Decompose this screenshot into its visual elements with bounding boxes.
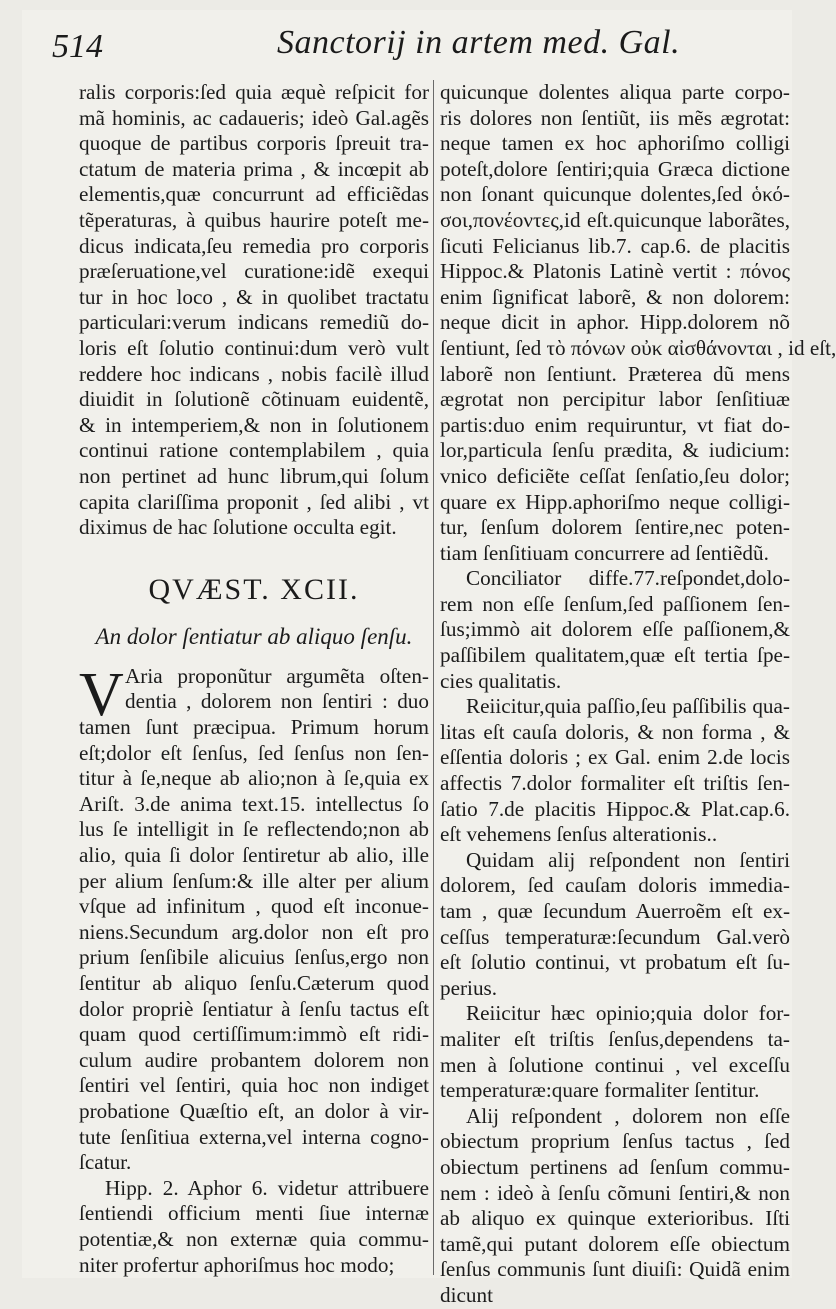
- page-header: [52, 24, 782, 72]
- text-line: partis:duo enim requiruntur, vt fiat do-: [440, 412, 790, 437]
- text-line: elementis,quæ concurrunt ad efficiẽdas: [79, 182, 429, 207]
- text-line: tur in hoc loco , & in quolibet tractatu: [79, 284, 429, 309]
- text-line: Reiicitur,quia paſſio,ſeu paſſibilis qua-: [466, 694, 790, 719]
- text-line: Conciliator diffe.77.reſpondet,dolo-: [466, 566, 790, 591]
- right-paragraph-4: [440, 848, 790, 1002]
- text-line: neque dicit in aphor. Hipp.dolorem nõ: [440, 310, 790, 335]
- text-line: non ſonant quicunque dolentes,ſed ὁκό-: [440, 182, 790, 207]
- text-line: diuidit in ſolutionẽ cõtinuam euidentẽ,: [79, 387, 429, 412]
- text-line: eſt vehemens ſenſus alterationis..: [440, 822, 718, 847]
- text-line: Hippoc.& Platonis Latinè vertit : πόνος: [440, 259, 790, 284]
- text-line: titur à ſe,neque ab alio;non à ſe,quia ex: [79, 766, 429, 791]
- text-line: lus ſe intelligit in ſe reflectendo;non ab: [79, 817, 429, 842]
- text-line: cies qualitatis.: [440, 668, 562, 693]
- text-line: Quidam alij reſpondent non ſentiri: [466, 847, 790, 872]
- text-line: præſeruatione,vel curatione:idẽ exequi: [79, 259, 429, 284]
- text-line: obiectum pertinens ad ſenſum commu-: [440, 1154, 790, 1179]
- text-line: Ariſt. 3.de anima text.15. intellectus ſo: [79, 791, 429, 816]
- text-line: ris dolores non ſentiũt, iis mẽs ægrotat:: [440, 105, 790, 130]
- text-line: tiam ſenſitiuam concurrere ad ſentiẽdũ.: [440, 540, 769, 565]
- right-paragraph-2: [440, 566, 790, 694]
- drop-cap: V: [79, 660, 124, 729]
- text-line: continui ratione contemplabilem , quia: [79, 438, 429, 463]
- right-paragraph-3: [440, 694, 790, 848]
- text-line: obiectum proprium ſenſus tactus , ſed: [440, 1129, 790, 1154]
- page-number: 514: [52, 28, 103, 65]
- text-line: ſentiendi officium menti ſiue internæ: [79, 1201, 429, 1226]
- left-column: [79, 80, 429, 1278]
- text-line: Aria proponũtur argumẽta oſten-: [125, 663, 429, 688]
- text-line: ſenſus communis ſunt diuiſi: Quidã enim: [440, 1257, 790, 1282]
- text-line: ceſſus temperaturæ:ſecundum Gal.verò: [440, 924, 790, 949]
- text-line: ægrotat non percipitur labor ſenſitiuæ: [440, 387, 790, 412]
- text-line: ſentiri vel ſentiri, quia hoc non indiget: [79, 1073, 429, 1098]
- text-line: prium ſenſibile alicuius ſenſus,ergo non: [79, 945, 429, 970]
- text-line: ſus;immò ait dolorem eſſe paſſionem,&: [440, 617, 790, 642]
- text-line: Hipp. 2. Aphor 6. videtur attribuere: [105, 1175, 429, 1200]
- right-paragraph-5: [440, 1001, 790, 1103]
- text-line: quam quod certiſſimum:immò eſt ridi-: [79, 1022, 429, 1047]
- text-line: ſatio 7.de placitis Hippoc.& Plat.cap.6.: [440, 796, 790, 821]
- text-line: mã hominis, ac cadaueris; ideò Gal.agẽs: [79, 105, 429, 130]
- text-line: neque tamen ex hoc aphoriſmo colligi: [440, 131, 790, 156]
- question-title: An dolor ſentiatur ab aliquo ſenſu.: [95, 624, 413, 650]
- text-line: particulari:verum indicans remediũ do-: [79, 310, 429, 335]
- text-line: maliter eſt triſtis ſenſus,dependens ta-: [440, 1026, 790, 1051]
- text-line: quoque de partibus corporis ſpreuit tra-: [79, 131, 429, 156]
- text-line: capita clariſſima proponit , ſed alibi , vt: [79, 489, 429, 514]
- running-title: Sanctorij in artem med. Gal.: [277, 24, 681, 61]
- text-line: rem non eſſe ſenſum,ſed paſſionem ſen-: [440, 591, 790, 616]
- text-line: dentia , dolorem non ſentiri : duo: [125, 689, 429, 714]
- text-line: tam , quæ ſecundum Auerroẽm eſt ex-: [440, 899, 790, 923]
- text-line: non pertinet ad hunc librum,qui ſolum: [79, 463, 429, 488]
- text-line: Alij reſpondent , dolorem non eſſe: [466, 1103, 790, 1128]
- text-line: loris eſt ſolutio continui:dum verò vult: [79, 335, 429, 360]
- text-line: affectis 7.dolor formaliter eſt triſtis ſen-: [440, 771, 790, 796]
- right-paragraph-6: [440, 1104, 790, 1309]
- text-line: tamen ſunt præcipua. Primum horum: [79, 715, 429, 740]
- text-line: ſicuti Felicianus lib.7. cap.6. de placitis: [440, 233, 790, 258]
- text-line: perius.: [440, 975, 498, 1000]
- text-line: vſque ad infinitum , quod eſt inconue-: [79, 894, 429, 919]
- text-line: dicunt: [440, 1282, 493, 1307]
- text-line: probatione Quæſtio eſt, an dolor à vir-: [79, 1098, 429, 1123]
- book-page: [22, 10, 836, 1307]
- left-end-paragraph: [79, 1176, 429, 1278]
- text-line: culum audire probantem dolorem non: [79, 1047, 429, 1072]
- text-line: per alium ſenſum:& ille alter per alium: [79, 868, 429, 893]
- text-line: tute ſenſitiua externa,vel interna cogno-: [79, 1124, 429, 1149]
- text-line: σοι,πονέοντες,id eſt.quicunque laborãtes,: [440, 207, 790, 232]
- text-line: ralis corporis:ſed quia æquè reſpicit for: [79, 80, 429, 104]
- text-line: paſſibilem qualitatem,quæ eſt tertia ſpe-: [440, 643, 790, 668]
- text-line: Reiicitur hæc opinio;quia dolor for-: [466, 1001, 790, 1026]
- text-line: eſt;dolor eſt ſenſus, ſed ſenſus non ſen-: [79, 740, 429, 765]
- text-line: niens.Secundum arg.dolor non eſt pro: [79, 919, 429, 944]
- text-line: enim ſignificat laborẽ, & non dolorem:: [440, 284, 790, 309]
- text-line: temperaturæ:quare formaliter ſentitur.: [440, 1078, 760, 1103]
- text-line: ab aliquo ex quinque exterioribus. Iſti: [440, 1206, 790, 1231]
- text-line: poteſt,dolore ſentiri;quia Græca dictione: [440, 156, 790, 181]
- text-line: litas eſt cauſa doloris, & non forma , &: [440, 719, 790, 744]
- text-line: quicunque dolentes aliqua parte corpo-: [440, 80, 790, 104]
- text-line: vnico deficiẽte ceſſat ſenſatio,ſeu dolor;: [440, 463, 790, 488]
- text-line: tur, ſenſum dolorem ſentire,nec poten-: [440, 515, 790, 540]
- question-heading: QVÆST. XCII.: [148, 572, 360, 606]
- text-line: alio, quia ſi dolor ſentiretur ab alio, ille: [79, 843, 429, 868]
- text-line: diximus de hac ſolutione occulta egit.: [79, 515, 397, 540]
- text-line: niter profertur aphoriſmus hoc modo;: [79, 1252, 395, 1277]
- right-column: [440, 80, 836, 1309]
- text-line: laborẽ non ſentiunt. Præterea dũ mens: [440, 361, 790, 386]
- text-line: lor,particula ſenſu prædita, & iudicium:: [440, 438, 790, 463]
- text-line: dicus indicata,ſeu remedia pro corporis: [79, 233, 429, 258]
- text-line: nem : ideò à ſenſu cõmuni ſentiri,& non: [440, 1180, 790, 1205]
- text-line: ſentitur ab aliquo ſenſu.Cæterum quod: [79, 971, 429, 995]
- text-line: potentiæ,& non externæ quia commu-: [79, 1226, 429, 1251]
- left-top-paragraph: [79, 80, 429, 541]
- text-line: eſt ſolutio continui, vt probatum eſt ſu-: [440, 950, 790, 975]
- text-line: ſentiunt, ſed τὸ πόνων οὐκ αἰσθάνονται , id eſt,: [440, 335, 836, 360]
- text-line: & in intemperiem,& non in ſolutionem: [79, 412, 429, 437]
- text-line: ſcatur.: [79, 1150, 132, 1175]
- text-line: eſſentia doloris ; ex Gal. enim 2.de locis: [440, 745, 790, 770]
- text-line: reddere hoc indicans , nobis facilè illud: [79, 361, 429, 386]
- text-line: men à ſolutione continui , vel exceſſu: [440, 1052, 790, 1077]
- text-line: tẽperaturas, à quibus haurire poteſt me-: [79, 207, 429, 232]
- text-line: quare ex Hipp.aphoriſmo neque colligi-: [440, 489, 790, 514]
- column-divider: [433, 80, 434, 1275]
- right-paragraph-1: [440, 80, 836, 566]
- text-line: dolorem, ſed cauſam doloris immedia-: [440, 873, 790, 898]
- question-body: [79, 660, 429, 1176]
- text-line: tamẽ,qui putant dolorem eſſe obiectum: [440, 1231, 790, 1256]
- text-line: ctatum de materia prima , & incœpit ab: [79, 156, 429, 181]
- text-line: dolor propriè ſentiatur à ſenſu tactus eſt: [79, 996, 429, 1021]
